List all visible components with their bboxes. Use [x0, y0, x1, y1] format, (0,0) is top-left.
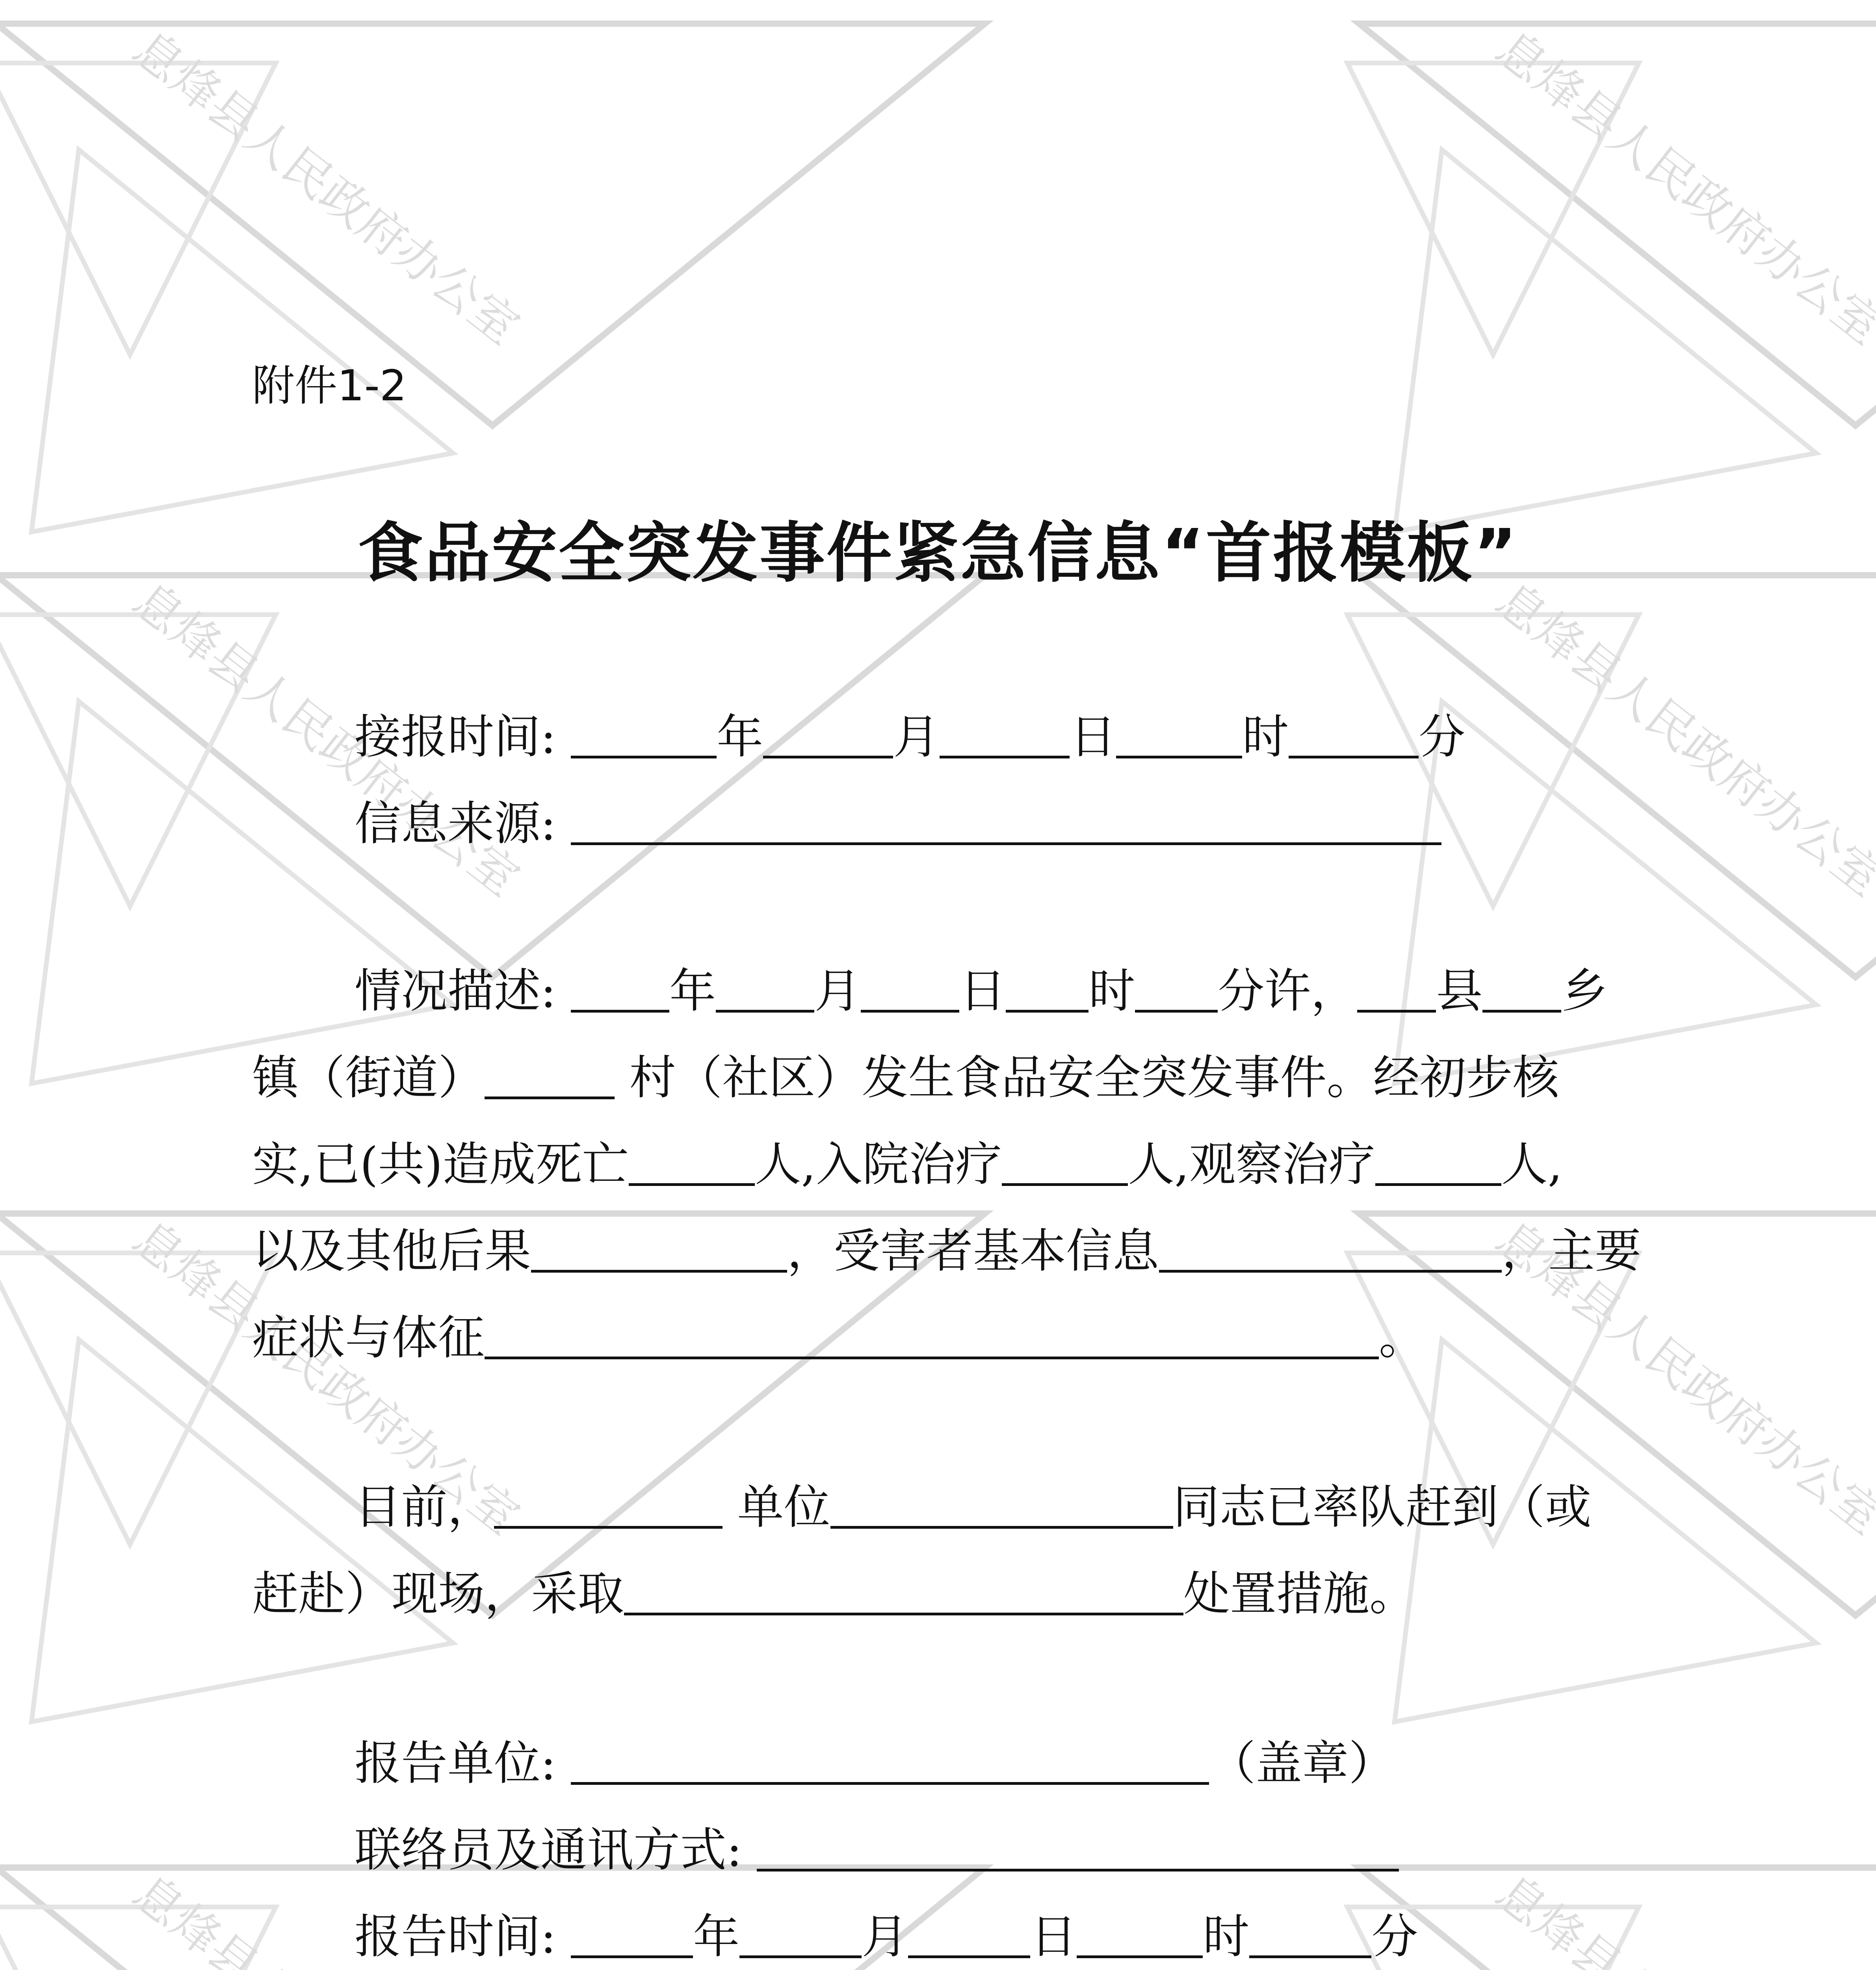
- info-source-line: [355, 792, 1441, 855]
- seal-label: （盖章）: [1209, 1736, 1395, 1790]
- unit-day: 日: [959, 964, 1006, 1018]
- report-minute-blank[interactable]: [1249, 1909, 1371, 1958]
- other-consequence-label: 以及其他后果: [252, 1224, 531, 1278]
- situation-township-blank[interactable]: [1482, 963, 1561, 1013]
- current-blank[interactable]: [494, 1479, 723, 1529]
- receipt-time-label: 接报时间:: [355, 710, 556, 764]
- info-source-blank[interactable]: [571, 796, 1441, 845]
- receipt-day-blank[interactable]: [940, 709, 1070, 758]
- report-day-blank[interactable]: [908, 1909, 1030, 1958]
- symptom-label: 症状与体征: [252, 1310, 485, 1365]
- victim-info-label: ，受害者基本信息: [787, 1224, 1159, 1278]
- death-count-blank[interactable]: [629, 1137, 755, 1186]
- observe-count-blank[interactable]: [1375, 1137, 1501, 1186]
- attachment-label: 附件1-2: [252, 361, 407, 411]
- watermark-text: 息烽县人民政府办公室: [123, 21, 529, 355]
- county-label: 县: [1436, 964, 1483, 1018]
- street-label: 镇（街道）: [252, 1050, 485, 1105]
- report-time-label: 报告时间:: [355, 1909, 556, 1964]
- unit-hour: 时: [1242, 710, 1289, 764]
- current-line-1: [355, 1476, 1592, 1539]
- township-label: 乡: [1561, 964, 1608, 1018]
- situation-line-3: [252, 1133, 1562, 1196]
- hospital-count-blank[interactable]: [1002, 1137, 1128, 1186]
- measures-end: 处置措施。: [1183, 1567, 1416, 1621]
- situation-year-blank[interactable]: [571, 963, 669, 1013]
- situation-month-blank[interactable]: [716, 963, 814, 1013]
- unit-year: 年: [693, 1909, 740, 1964]
- report-unit-line: [355, 1732, 1395, 1795]
- report-unit-blank[interactable]: [571, 1736, 1209, 1785]
- receipt-time-line: [355, 705, 1465, 768]
- observe-label: 人,观察治疗: [1128, 1137, 1375, 1191]
- situation-hour-blank[interactable]: [1006, 963, 1088, 1013]
- situation-line-2: [252, 1046, 1559, 1109]
- situation-label: 情况描述:: [355, 964, 556, 1018]
- report-time-line: [355, 1905, 1418, 1968]
- current-label: 目前，: [355, 1480, 494, 1534]
- unit-name-blank[interactable]: [830, 1479, 1173, 1529]
- receipt-hour-blank[interactable]: [1116, 709, 1242, 758]
- report-hour-blank[interactable]: [1077, 1909, 1203, 1958]
- report-month-blank[interactable]: [739, 1909, 862, 1958]
- measures-label: 赶赴）现场，采取: [252, 1567, 624, 1621]
- other-consequence-blank[interactable]: [531, 1223, 787, 1273]
- person-unit: 人,: [1501, 1137, 1563, 1191]
- receipt-minute-blank[interactable]: [1289, 709, 1419, 758]
- symptom-blank[interactable]: [485, 1310, 1379, 1359]
- document-title: 食品安全突发事件紧急信息“首报模板”: [357, 515, 1519, 591]
- current-line-2: [252, 1562, 1416, 1625]
- contact-line: [355, 1818, 1399, 1881]
- comrade-text: 同志已率队赶到（或: [1173, 1480, 1592, 1534]
- unit-minute: 分: [1371, 1909, 1418, 1964]
- receipt-month-blank[interactable]: [763, 709, 893, 758]
- report-unit-label: 报告单位:: [355, 1736, 556, 1790]
- contact-label: 联络员及通讯方式:: [355, 1823, 742, 1877]
- situation-day-blank[interactable]: [861, 963, 959, 1013]
- situation-line-5: [252, 1306, 1425, 1369]
- info-source-label: 信息来源:: [355, 796, 556, 851]
- main-label: ，主要: [1502, 1224, 1642, 1278]
- situation-line-1: [355, 959, 1608, 1022]
- unit-year: 年: [717, 710, 763, 764]
- hospital-label: 人,入院治疗: [754, 1137, 1002, 1191]
- village-text: 村（社区）发生食品安全突发事件。经初步核: [629, 1050, 1559, 1105]
- minute-suffix: 分许，: [1218, 964, 1358, 1018]
- unit-month: 月: [814, 964, 861, 1018]
- situation-minute-blank[interactable]: [1135, 963, 1218, 1013]
- death-label: 实,已(共)造成死亡: [252, 1137, 629, 1191]
- unit-month: 月: [862, 1909, 908, 1964]
- measures-blank[interactable]: [624, 1566, 1183, 1615]
- unit-label: 单位: [737, 1480, 830, 1534]
- unit-hour: 时: [1203, 1909, 1250, 1964]
- unit-hour: 时: [1088, 964, 1135, 1018]
- unit-year: 年: [669, 964, 716, 1018]
- unit-day: 日: [1070, 710, 1116, 764]
- victim-info-blank[interactable]: [1159, 1223, 1502, 1273]
- situation-street-blank[interactable]: [485, 1050, 615, 1099]
- unit-month: 月: [893, 710, 940, 764]
- receipt-year-blank[interactable]: [571, 709, 717, 758]
- situation-county-blank[interactable]: [1357, 963, 1436, 1013]
- unit-minute: 分: [1419, 710, 1466, 764]
- contact-blank[interactable]: [757, 1822, 1399, 1872]
- situation-line-4: [252, 1219, 1641, 1282]
- unit-day: 日: [1030, 1909, 1077, 1964]
- period: 。: [1379, 1310, 1426, 1365]
- report-year-blank[interactable]: [571, 1909, 693, 1958]
